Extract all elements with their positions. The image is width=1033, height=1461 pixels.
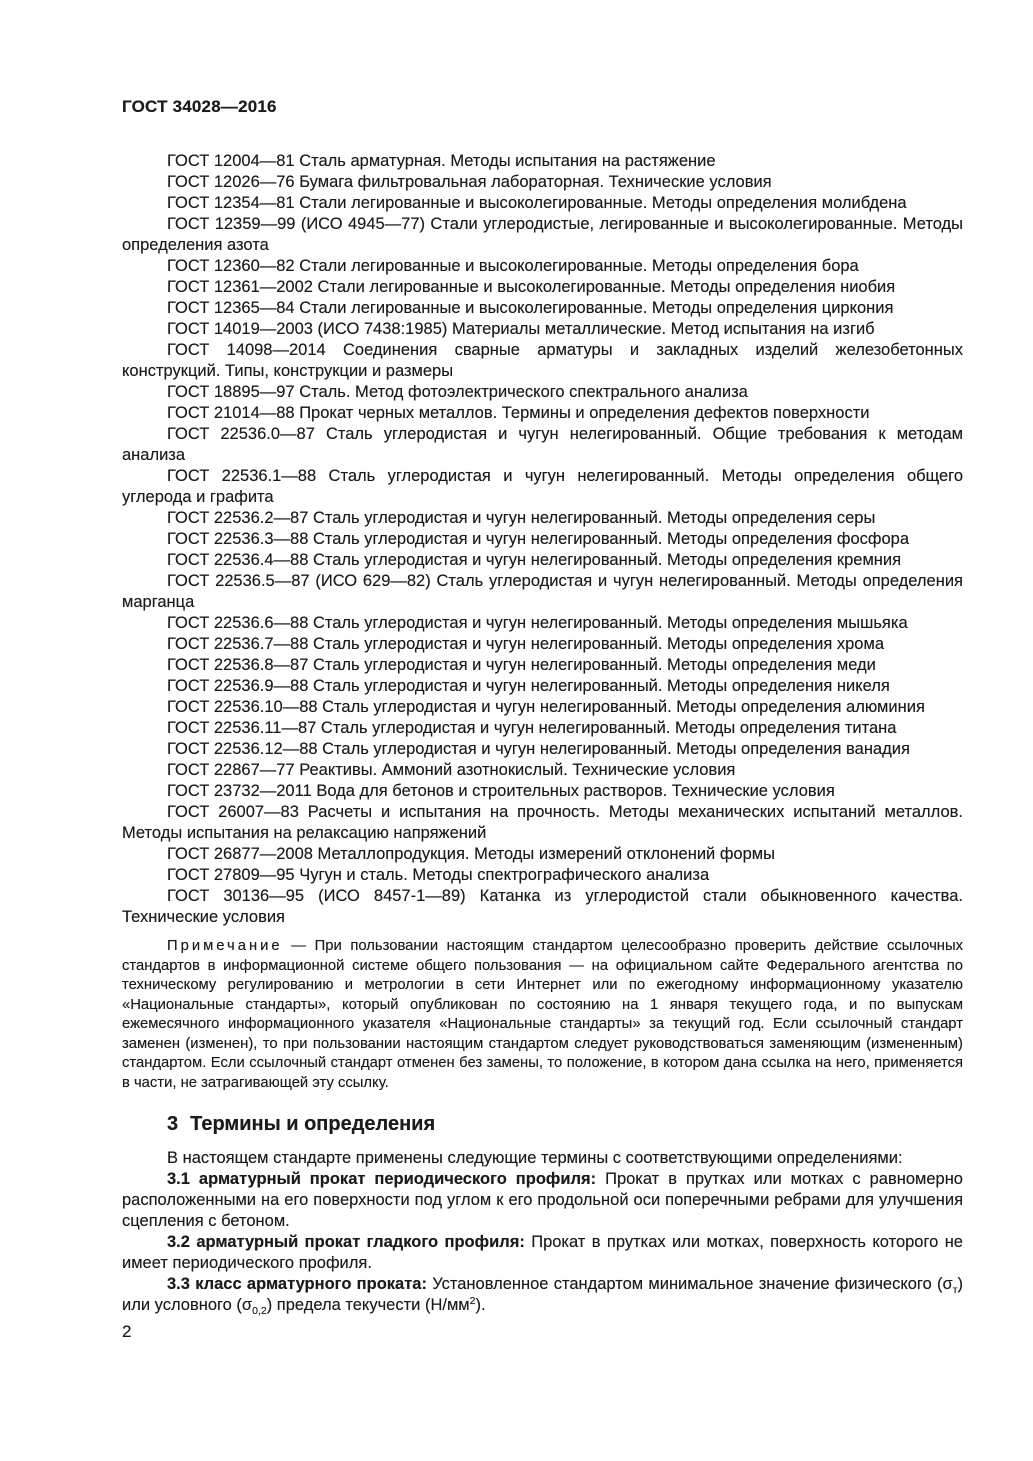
term-number: 3.1	[167, 1170, 190, 1188]
reference-item: ГОСТ 12365—84 Стали легированные и высоколегированные. Методы определения циркония	[167, 299, 894, 317]
reference-item: ГОСТ 22867—77 Реактивы. Аммоний азотнокислый. Технические условия	[167, 761, 736, 779]
term-name: арматурный прокат периодического профиля:	[198, 1170, 597, 1188]
reference-item: ГОСТ 22536.9—88 Сталь углеродистая и чугун нелегированный. Методы определения никеля	[167, 677, 890, 695]
term-definition	[122, 1274, 963, 1316]
term-text: ) предела текучести (Н/мм	[266, 1296, 470, 1314]
term-name: арматурный прокат гладкого профиля:	[196, 1233, 525, 1251]
reference-item: ГОСТ 22536.0—87 Сталь углеродистая и чугун нелегированный. Общие требования к методам анализа	[122, 425, 963, 464]
reference-item: ГОСТ 22536.8—87 Сталь углеродистая и чугун нелегированный. Методы определения меди	[167, 656, 876, 674]
reference-item: ГОСТ 22536.1—88 Сталь углеродистая и чугун нелегированный. Методы определения общего углерода и графита	[122, 467, 963, 506]
reference-item: ГОСТ 14098—2014 Соединения сварные арматуры и закладных изделий железобетонных конструкций. Типы, конструкции и размеры	[122, 341, 963, 380]
section-number: 3	[167, 1113, 179, 1135]
unit-superscript: 2	[469, 1295, 476, 1307]
term-text: Прокат в прутках или мотках, поверхность которого не имеет периодического профиля.	[122, 1233, 963, 1272]
reference-item: ГОСТ 22536.12—88 Сталь углеродистая и чугун нелегированный. Методы определения ванадия	[167, 740, 910, 758]
normative-references-list	[122, 151, 963, 928]
reference-item: ГОСТ 22536.2—87 Сталь углеродистая и чугун нелегированный. Методы определения серы	[167, 509, 876, 527]
reference-item: ГОСТ 12004—81 Сталь арматурная. Методы испытания на растяжение	[167, 152, 716, 170]
reference-item: ГОСТ 12354—81 Стали легированные и высоколегированные. Методы определения молибдена	[167, 194, 907, 212]
page-number: 2	[122, 1322, 132, 1341]
reference-item: ГОСТ 22536.5—87 (ИСО 629—82) Сталь углеродистая и чугун нелегированный. Методы определения марганца	[122, 572, 963, 611]
note-paragraph	[122, 937, 963, 1093]
term-number: 3.3	[167, 1275, 190, 1293]
section-heading	[122, 1113, 963, 1136]
reference-item: ГОСТ 26007—83 Расчеты и испытания на прочность. Методы механических испытаний металлов. Методы испытания на релаксацию напряжений	[122, 803, 963, 842]
reference-item: ГОСТ 30136—95 (ИСО 8457-1—89) Катанка из углеродистой стали обыкновенного качества. Технические условия	[122, 887, 963, 926]
term-definition	[122, 1232, 963, 1274]
sigma-subscript: т	[952, 1284, 958, 1296]
term-text: Установленное стандартом минимальное значение физического (σ	[432, 1275, 953, 1293]
term-number: 3.2	[167, 1233, 190, 1251]
reference-item: ГОСТ 12026—76 Бумага фильтровальная лабораторная. Технические условия	[167, 173, 772, 191]
term-definition	[122, 1169, 963, 1232]
reference-item: ГОСТ 12359—99 (ИСО 4945—77) Стали углеродистые, легированные и высоколегированные. Методы определения азота	[122, 215, 963, 254]
term-text: Прокат в прутках или мотках с равномерно расположенными на его поверхности под углом к его продольной оси поперечными ребрами для улучшения сцепления с бетоном.	[122, 1170, 963, 1230]
reference-item: ГОСТ 22536.6—88 Сталь углеродистая и чугун нелегированный. Методы определения мышьяка	[167, 614, 908, 632]
reference-item: ГОСТ 22536.11—87 Сталь углеродистая и чугун нелегированный. Методы определения титана	[167, 719, 897, 737]
reference-item: ГОСТ 23732—2011 Вода для бетонов и строительных растворов. Технические условия	[167, 782, 835, 800]
note-dash: —	[291, 938, 307, 954]
reference-item: ГОСТ 27809—95 Чугун и сталь. Методы спектрографического анализа	[167, 866, 710, 884]
reference-item: ГОСТ 12361—2002 Стали легированные и высоколегированные. Методы определения ниобия	[167, 278, 896, 296]
sigma-subscript: 0,2	[252, 1305, 267, 1317]
reference-item: ГОСТ 22536.4—88 Сталь углеродистая и чугун нелегированный. Методы определения кремния	[167, 551, 902, 569]
reference-item: ГОСТ 21014—88 Прокат черных металлов. Термины и определения дефектов поверхности	[167, 404, 870, 422]
term-name: класс арматурного проката:	[195, 1275, 427, 1293]
note-text: При пользовании настоящим стандартом целесообразно проверить действие ссылочных стандартов в информационной системе общего пользования — на официальном сайте Федерального агентства по техническому регулированию и метрологии в сети Интернет или по ежегодному информационному указателю «Национальные стандарты», который опубликован по состоянию на 1 января текущего года, и по выпускам ежемесячного информационного указателя «Национальные стандарты» за текущий год. Если ссылочный стандарт заменен (изменен), то при пользовании настоящим стандартом следует руководствоваться заменяющим (измененным) стандартом. Если ссылочный стандарт отменен без замены, то положение, в котором дана ссылка на него, применяется в части, не затрагивающей эту ссылку.	[122, 938, 963, 1091]
reference-item: ГОСТ 18895—97 Сталь. Метод фотоэлектрического спектрального анализа	[167, 383, 748, 401]
reference-item: ГОСТ 22536.10—88 Сталь углеродистая и чугун нелегированный. Методы определения алюминия	[167, 698, 925, 716]
document-header: ГОСТ 34028—2016	[122, 97, 277, 116]
reference-item: ГОСТ 14019—2003 (ИСО 7438:1985) Материалы металлические. Метод испытания на изгиб	[167, 320, 875, 338]
note-label: Примечание	[167, 938, 283, 954]
reference-item: ГОСТ 22536.7—88 Сталь углеродистая и чугун нелегированный. Методы определения хрома	[167, 635, 885, 653]
section-intro: В настоящем стандарте применены следующие термины с соответствующими определениями:	[167, 1149, 903, 1167]
reference-item: ГОСТ 22536.3—88 Сталь углеродистая и чугун нелегированный. Методы определения фосфора	[167, 530, 909, 548]
term-text: ).	[475, 1296, 486, 1314]
reference-item: ГОСТ 12360—82 Стали легированные и высоколегированные. Методы определения бора	[167, 257, 859, 275]
section-title: Термины и определения	[190, 1113, 436, 1135]
reference-item: ГОСТ 26877—2008 Металлопродукция. Методы измерений отклонений формы	[167, 845, 775, 863]
term-text: ) или условного (σ	[122, 1275, 963, 1314]
